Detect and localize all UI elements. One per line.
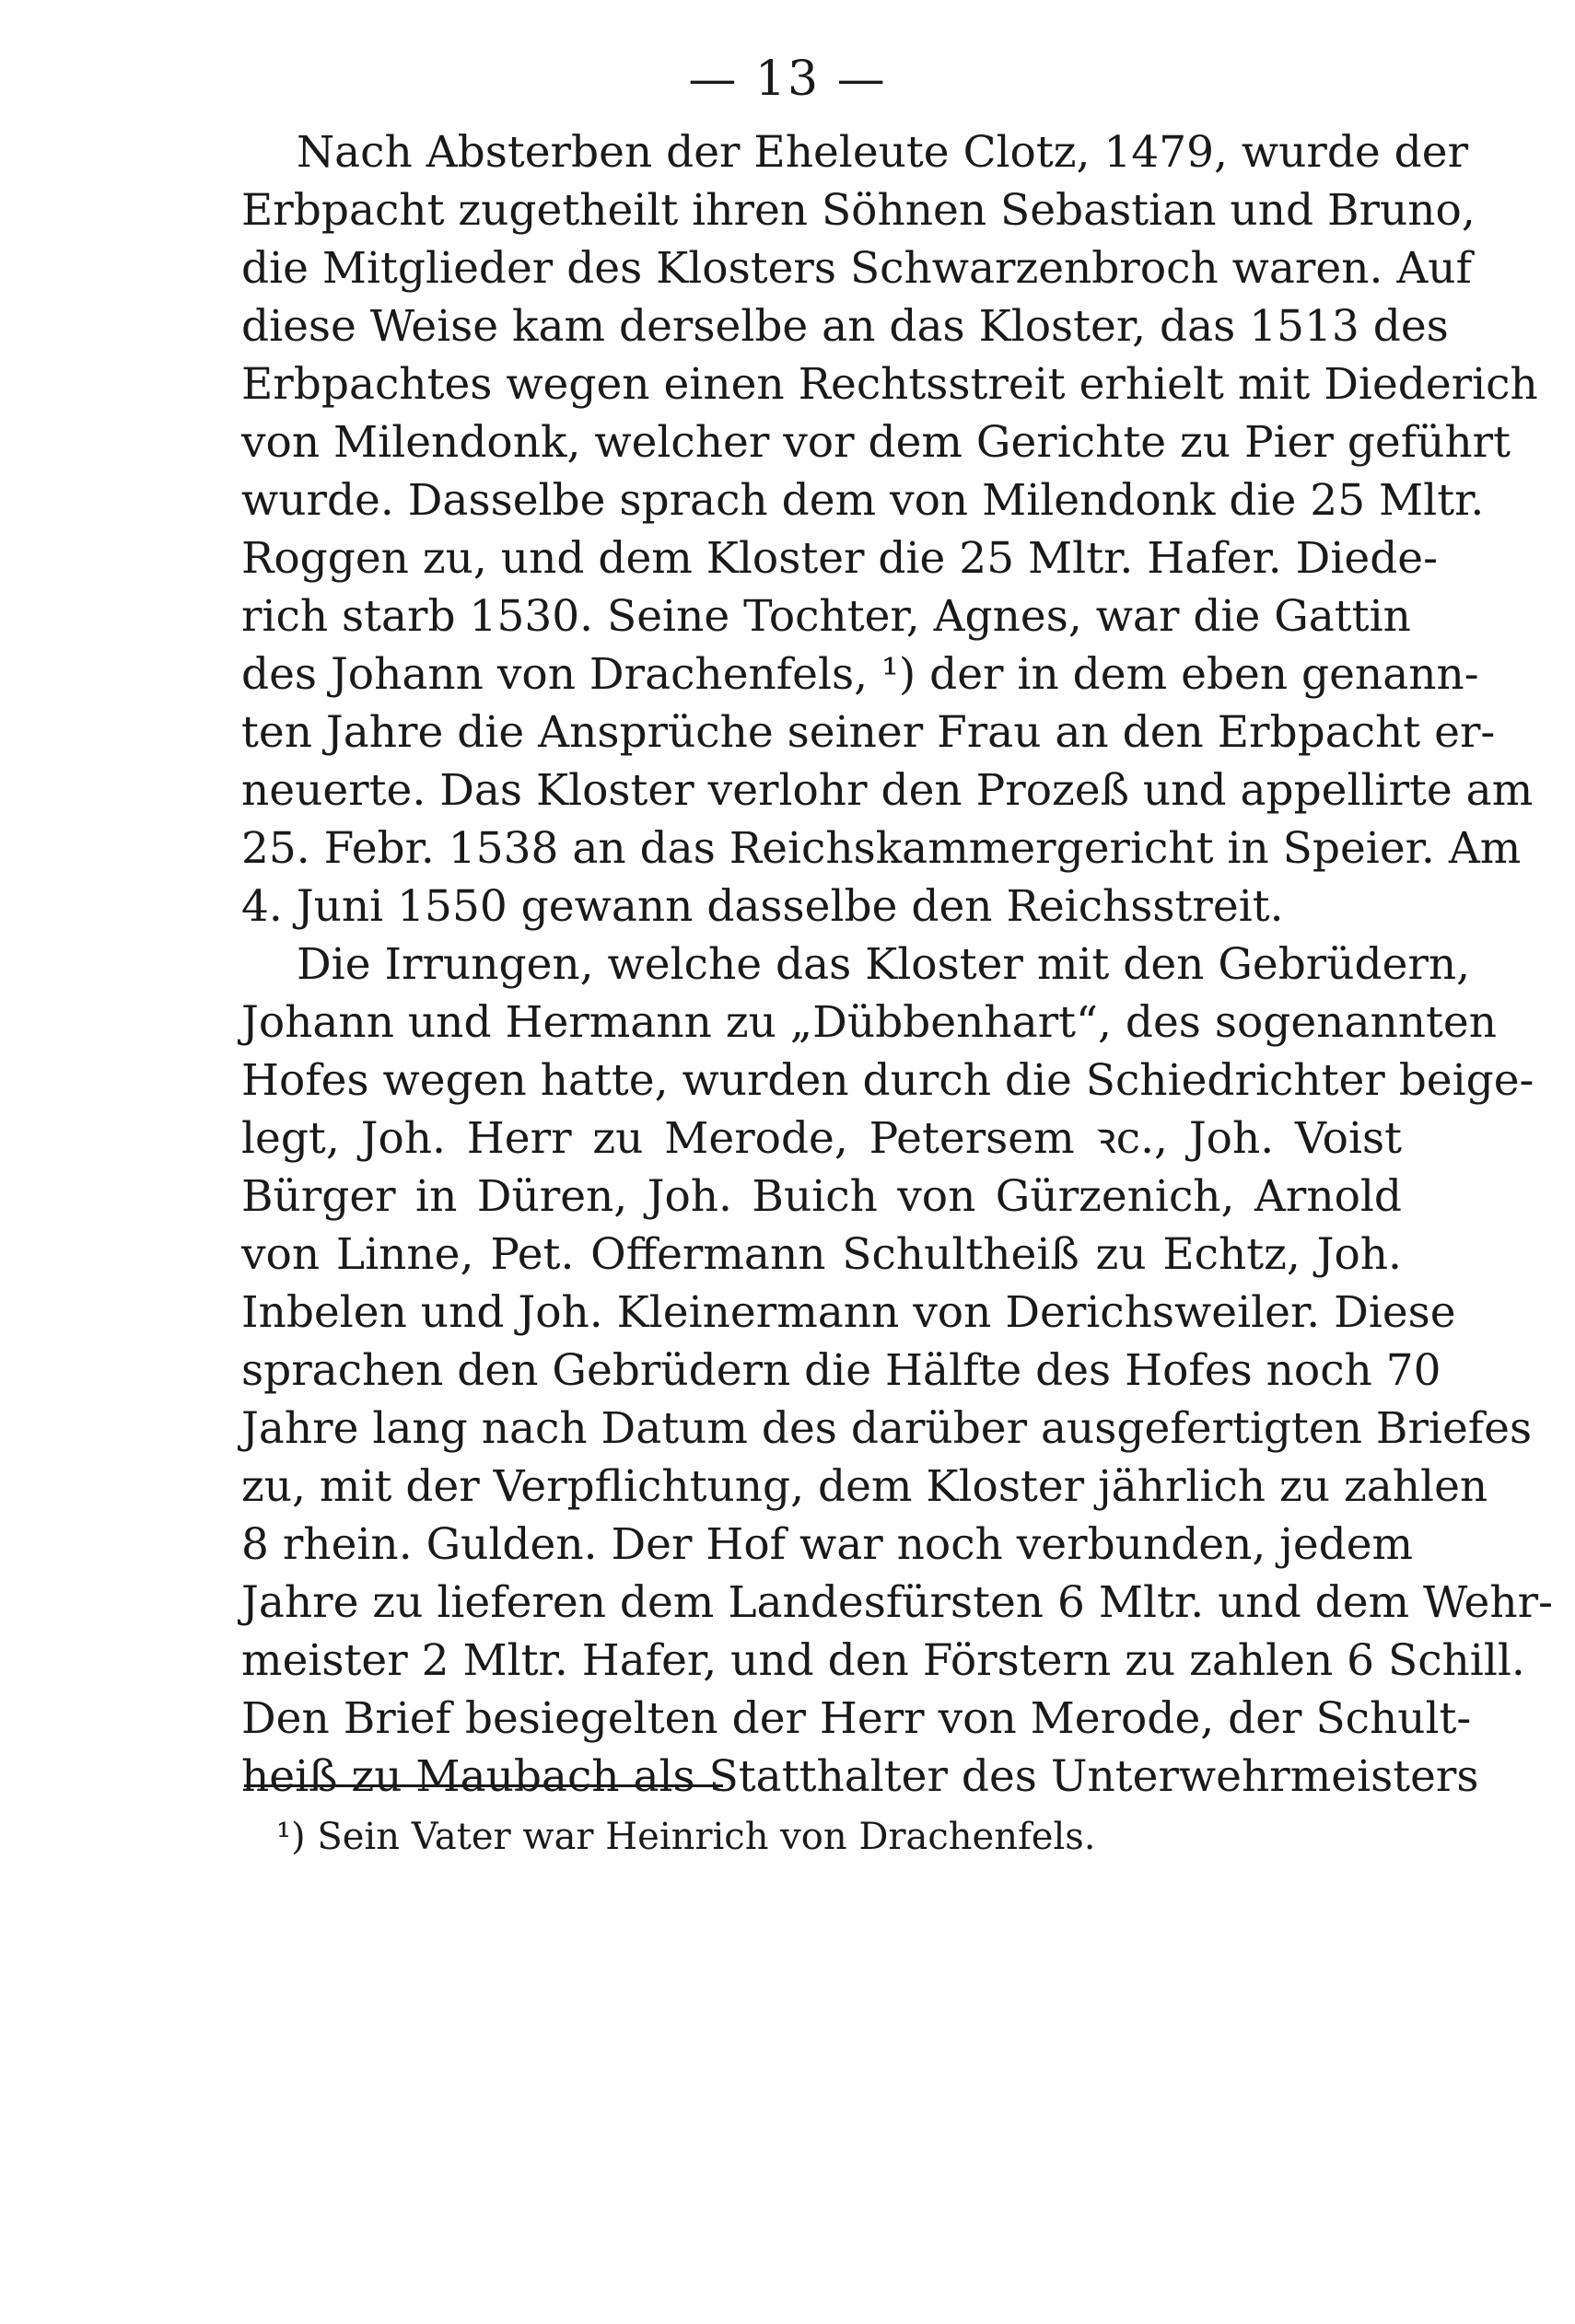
text-line: sprachen den Gebrüdern die Hälfte des Hofes noch 70 <box>241 1345 1441 1396</box>
text-line: von Linne, Pet. Offermann Schultheiß zu Echtz, Joh. <box>241 1229 1402 1280</box>
text-line: des Johann von Drachenfels, ¹) der in dem eben genann- <box>241 649 1479 700</box>
paragraph-2 <box>241 939 1553 1811</box>
text-line: 4. Juni 1550 gewann dasselbe den Reichsstreit. <box>241 881 1284 932</box>
footnote-divider <box>244 1784 723 1787</box>
text-line: Hofes wegen hatte, wurden durch die Schiedrichter beige- <box>241 1055 1534 1106</box>
text-line: heiß zu Maubach als Statthalter des Unterwehrmeisters <box>241 1751 1479 1802</box>
footnote: ¹) Sein Vater war Heinrich von Drachenfels. <box>276 1816 1096 1858</box>
page-number: — 13 — <box>688 52 887 107</box>
text-line: Bürger in Düren, Joh. Buich von Gürzenich, Arnold <box>241 1171 1402 1222</box>
body-text <box>241 127 1553 1811</box>
text-line: Jahre zu lieferen dem Landesfürsten 6 Mltr. und dem Wehr- <box>241 1577 1553 1628</box>
text-line: legt, Joh. Herr zu Merode, Petersem ꝛc., Joh. Voist <box>241 1113 1402 1164</box>
text-line: zu, mit der Verpflichtung, dem Kloster jährlich zu zahlen <box>241 1461 1488 1512</box>
text-line: rich starb 1530. Seine Tochter, Agnes, war die Gattin <box>241 591 1411 642</box>
text-line: wurde. Dasselbe sprach dem von Milendonk die 25 Mltr. <box>241 475 1485 526</box>
text-line: die Mitglieder des Klosters Schwarzenbroch waren. Auf <box>241 243 1472 294</box>
text-line: Nach Absterben der Eheleute Clotz, 1479, wurde der <box>297 127 1469 178</box>
text-line: Die Irrungen, welche das Kloster mit den Gebrüdern, <box>297 939 1471 990</box>
text-line: diese Weise kam derselbe an das Kloster, das 1513 des <box>241 301 1449 352</box>
text-line: Erbpachtes wegen einen Rechtsstreit erhielt mit Diederich <box>241 359 1538 410</box>
text-line: 25. Febr. 1538 an das Reichskammergericht in Speier. Am <box>241 823 1522 874</box>
text-line: von Milendonk, welcher vor dem Gerichte zu Pier geführt <box>241 417 1511 468</box>
text-line: ten Jahre die Ansprüche seiner Frau an den Erbpacht er- <box>241 707 1496 758</box>
text-line: neuerte. Das Kloster verlohr den Prozeß und appellirte am <box>241 765 1534 816</box>
text-line: Inbelen und Joh. Kleinermann von Derichsweiler. Diese <box>241 1287 1456 1338</box>
text-line: meister 2 Mltr. Hafer, und den Förstern zu zahlen 6 Schill. <box>241 1635 1525 1686</box>
text-line: Roggen zu, und dem Kloster die 25 Mltr. Hafer. Diede- <box>241 533 1438 584</box>
text-line: Johann und Hermann zu „Dübbenhart“, des sogenannten <box>241 997 1497 1048</box>
paragraph-1 <box>241 127 1538 941</box>
text-line: Jahre lang nach Datum des darüber ausgefertigten Briefes <box>241 1403 1533 1454</box>
text-line: Erbpacht zugetheilt ihren Söhnen Sebastian und Bruno, <box>241 185 1476 236</box>
text-line: Den Brief besiegelten der Herr von Merode, der Schult- <box>241 1693 1472 1744</box>
text-line: 8 rhein. Gulden. Der Hof war noch verbunden, jedem <box>241 1519 1414 1570</box>
